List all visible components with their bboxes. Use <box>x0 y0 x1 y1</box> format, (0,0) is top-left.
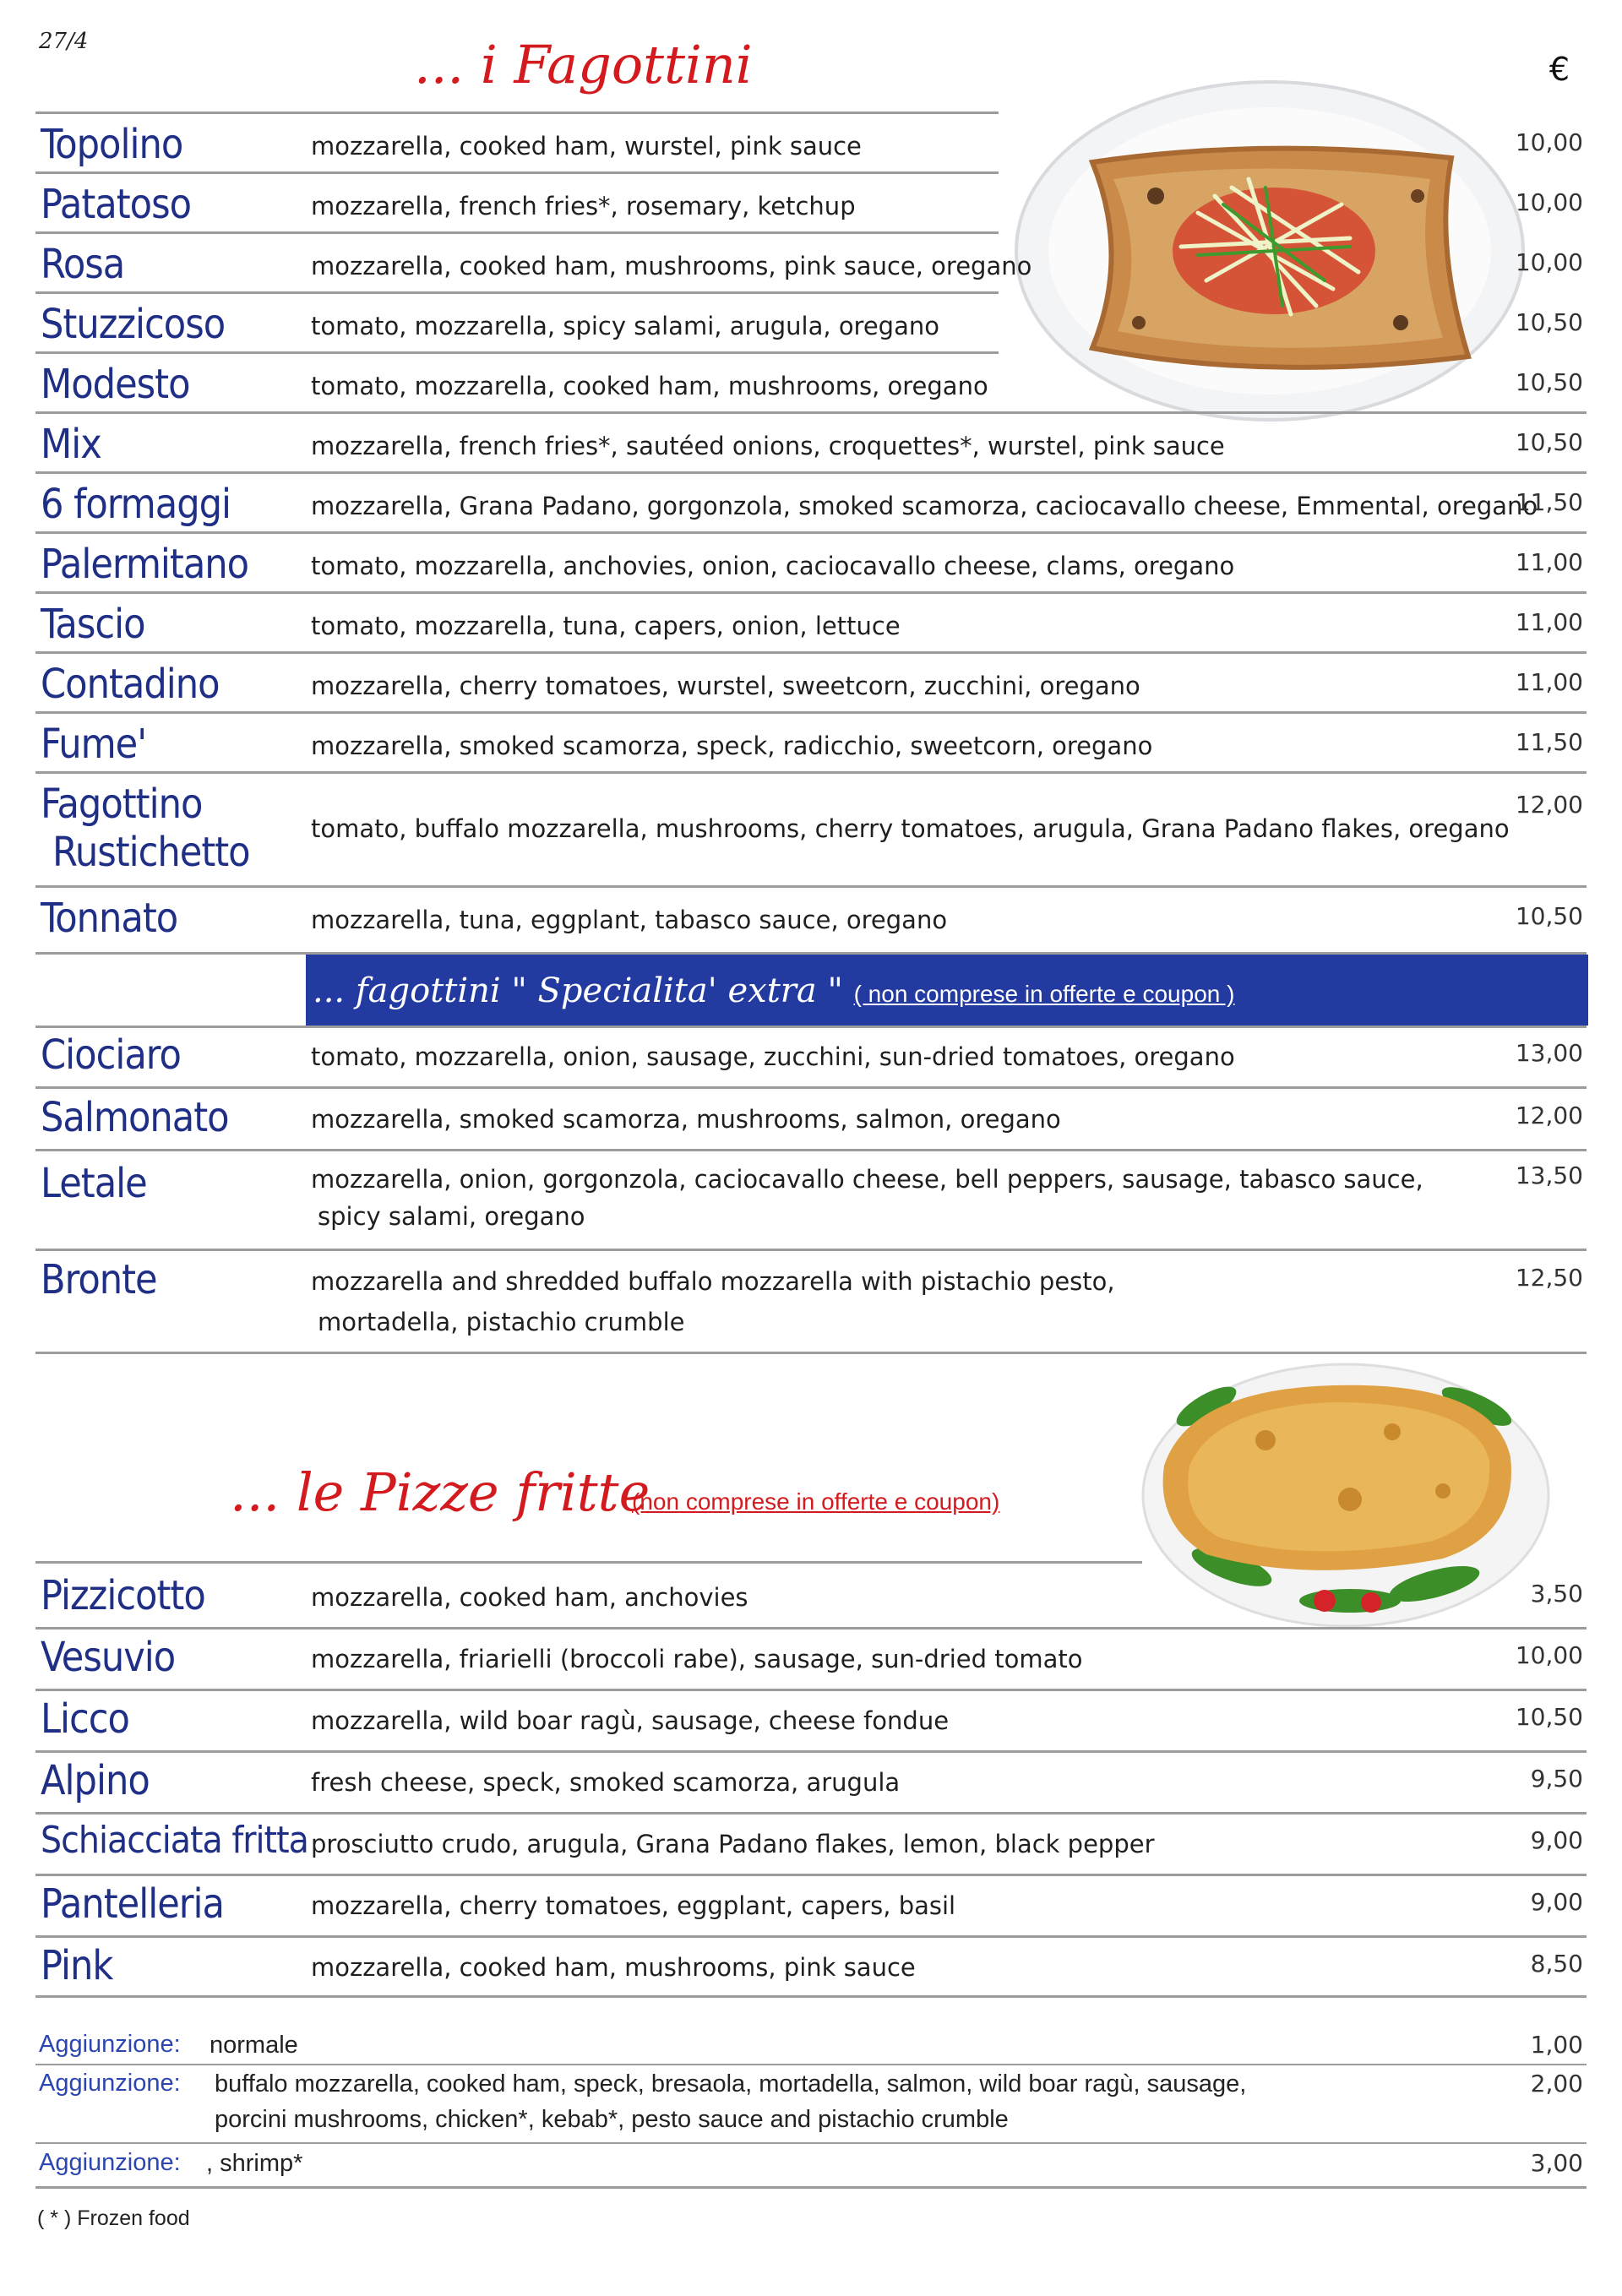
item-price: 11,00 <box>1515 608 1583 636</box>
item-name: Rustichetto <box>52 829 250 876</box>
item-price: 11,50 <box>1515 488 1583 516</box>
divider <box>35 112 999 114</box>
divider <box>35 1026 1587 1028</box>
item-price: 13,50 <box>1515 1162 1583 1189</box>
item-name: Bronte <box>41 1256 157 1303</box>
divider <box>35 471 1587 474</box>
item-name: Tascio <box>41 601 145 648</box>
item-price: 3,50 <box>1530 1580 1583 1608</box>
item-price: 12,00 <box>1515 791 1583 819</box>
divider <box>35 2186 1587 2189</box>
pizze-fritte-note: (non comprese in offerte e coupon) <box>632 1488 1000 1515</box>
item-ingredients: mozzarella, cooked ham, mushrooms, pink sauce, oregano <box>311 252 1032 280</box>
item-ingredients: mozzarella, cherry tomatoes, wurstel, sweetcorn, zucchini, oregano <box>311 672 1140 700</box>
item-price: 10,00 <box>1515 128 1583 156</box>
divider <box>35 2142 1587 2144</box>
item-price: 9,50 <box>1530 1765 1583 1793</box>
item-ingredients: mozzarella, cooked ham, anchovies <box>311 1583 748 1612</box>
divider <box>35 231 999 234</box>
item-name: Ciociaro <box>41 1031 181 1079</box>
item-price: 10,50 <box>1515 1703 1583 1731</box>
item-ingredients: tomato, mozzarella, cooked ham, mushrooms, oregano <box>311 372 988 400</box>
divider <box>35 1689 1587 1691</box>
item-name: Mix <box>41 421 101 468</box>
menu-date: 27/4 <box>39 29 89 54</box>
item-price: 10,00 <box>1515 1641 1583 1669</box>
section-title-fagottini: ... i Fagottini <box>414 34 753 95</box>
item-name: Topolino <box>41 121 183 168</box>
item-price: 9,00 <box>1530 1826 1583 1854</box>
item-name: Rosa <box>41 241 125 288</box>
item-ingredients: mortadella, pistachio crumble <box>318 1308 685 1336</box>
addition-text: porcini mushrooms, chicken*, kebab*, pesto sauce and pistachio crumble <box>215 2106 1009 2133</box>
divider <box>35 711 1587 714</box>
addition-text: normale <box>210 2032 298 2059</box>
item-price: 10,50 <box>1515 902 1583 930</box>
addition-price: 2,00 <box>1530 2070 1583 2097</box>
item-ingredients: spicy salami, oregano <box>318 1202 585 1231</box>
item-ingredients: mozzarella, wild boar ragù, sausage, cheese fondue <box>311 1706 950 1735</box>
item-name: 6 formaggi <box>41 481 231 528</box>
item-name: Modesto <box>41 361 190 408</box>
frozen-food-footnote: ( * ) Frozen food <box>37 2206 190 2230</box>
item-ingredients: mozzarella, smoked scamorza, speck, radicchio, sweetcorn, oregano <box>311 732 1153 760</box>
addition-label: Aggiunzione: <box>39 2031 181 2058</box>
divider <box>35 2064 1587 2065</box>
item-ingredients: tomato, mozzarella, tuna, capers, onion, lettuce <box>311 612 901 640</box>
item-price: 13,00 <box>1515 1039 1583 1067</box>
item-ingredients: mozzarella, smoked scamorza, mushrooms, salmon, oregano <box>311 1105 1061 1134</box>
divider <box>35 1249 1587 1251</box>
item-name: Pantelleria <box>41 1880 224 1928</box>
item-name: Tonnato <box>41 895 178 942</box>
section-title-pizze-fritte: ... le Pizze fritte <box>230 1461 650 1523</box>
divider <box>35 1935 1587 1938</box>
special-extra-note: ( non comprese in offerte e coupon ) <box>853 981 1235 1007</box>
item-name: Salmonato <box>41 1094 229 1141</box>
divider <box>35 171 999 174</box>
item-name: Letale <box>41 1160 147 1207</box>
item-price: 10,00 <box>1515 248 1583 276</box>
item-price: 8,50 <box>1530 1950 1583 1978</box>
addition-label: Aggiunzione: <box>39 2149 181 2176</box>
item-price: 11,00 <box>1515 668 1583 696</box>
item-ingredients: tomato, mozzarella, onion, sausage, zucchini, sun-dried tomatoes, oregano <box>311 1042 1235 1071</box>
addition-text: buffalo mozzarella, cooked ham, speck, bresaola, mortadella, salmon, wild boar ragù, sausage, <box>215 2070 1247 2097</box>
divider <box>35 1812 1587 1814</box>
item-ingredients: mozzarella, french fries*, sautéed onions, croquettes*, wurstel, pink sauce <box>311 432 1225 460</box>
item-price: 12,50 <box>1515 1264 1583 1292</box>
divider <box>35 531 1587 534</box>
divider <box>35 771 1587 774</box>
item-ingredients: tomato, buffalo mozzarella, mushrooms, cherry tomatoes, arugula, Grana Padano flakes, oregano <box>311 814 1510 843</box>
item-name: Fagottino <box>41 781 203 828</box>
item-name: Contadino <box>41 661 220 708</box>
item-name: Schiacciata fritta <box>41 1819 308 1862</box>
addition-label: Aggiunzione: <box>39 2070 181 2097</box>
divider <box>35 885 1587 888</box>
item-price: 12,00 <box>1515 1102 1583 1129</box>
item-price: 10,50 <box>1515 428 1583 456</box>
divider <box>35 651 1587 654</box>
item-name: Fume' <box>41 721 147 768</box>
divider <box>35 291 999 294</box>
item-price: 11,50 <box>1515 728 1583 756</box>
fagottino-photo <box>1012 78 1527 428</box>
item-ingredients: mozzarella, tuna, eggplant, tabasco sauce, oregano <box>311 906 948 934</box>
special-extra-title-text: ... fagottini " Specialita' extra " <box>313 971 843 1010</box>
divider <box>35 591 1587 594</box>
divider <box>35 1874 1587 1876</box>
item-ingredients: mozzarella, cooked ham, wurstel, pink sauce <box>311 132 862 161</box>
item-ingredients: mozzarella, cherry tomatoes, eggplant, capers, basil <box>311 1891 956 1920</box>
divider <box>35 411 1587 414</box>
item-ingredients: mozzarella, friarielli (broccoli rabe), sausage, sun-dried tomato <box>311 1645 1083 1673</box>
item-name: Stuzzicoso <box>41 301 226 348</box>
item-name: Palermitano <box>41 541 249 588</box>
item-name: Alpino <box>41 1757 150 1804</box>
currency-symbol: € <box>1549 51 1570 88</box>
item-name: Patatoso <box>41 181 191 228</box>
item-price: 9,00 <box>1530 1888 1583 1916</box>
item-name: Vesuvio <box>41 1634 176 1681</box>
item-name: Licco <box>41 1695 129 1743</box>
item-name: Pizzicotto <box>41 1572 205 1619</box>
addition-price: 1,00 <box>1530 2031 1583 2059</box>
item-ingredients: mozzarella, cooked ham, mushrooms, pink sauce <box>311 1953 916 1982</box>
item-ingredients: mozzarella, french fries*, rosemary, ketchup <box>311 192 856 220</box>
item-ingredients: mozzarella and shredded buffalo mozzarella with pistachio pesto, <box>311 1267 1115 1296</box>
divider <box>35 1995 1587 1998</box>
item-price: 10,00 <box>1515 188 1583 216</box>
special-extra-title <box>313 971 1234 1010</box>
item-ingredients: mozzarella, Grana Padano, gorgonzola, smoked scamorza, caciocavallo cheese, Emmental, oregano <box>311 492 1538 520</box>
addition-price: 3,00 <box>1530 2149 1583 2177</box>
item-price: 10,50 <box>1515 308 1583 336</box>
item-ingredients: mozzarella, onion, gorgonzola, caciocavallo cheese, bell peppers, sausage, tabasco sauce, <box>311 1165 1423 1194</box>
item-ingredients: prosciutto crudo, arugula, Grana Padano flakes, lemon, black pepper <box>311 1830 1155 1858</box>
item-ingredients: fresh cheese, speck, smoked scamorza, arugula <box>311 1768 901 1797</box>
fried-pizza-photo <box>1139 1356 1553 1630</box>
item-name: Pink <box>41 1942 113 1989</box>
item-ingredients: tomato, mozzarella, anchovies, onion, caciocavallo cheese, clams, oregano <box>311 552 1235 580</box>
divider <box>35 1627 1587 1630</box>
divider <box>35 1086 1587 1089</box>
item-price: 10,50 <box>1515 368 1583 396</box>
divider <box>35 1352 1587 1354</box>
divider <box>35 351 999 354</box>
divider <box>35 1149 1587 1151</box>
divider <box>35 1750 1587 1753</box>
item-ingredients: tomato, mozzarella, spicy salami, arugula, oregano <box>311 312 939 340</box>
addition-text: , shrimp* <box>206 2150 303 2177</box>
divider <box>35 1561 1142 1564</box>
item-price: 11,00 <box>1515 548 1583 576</box>
